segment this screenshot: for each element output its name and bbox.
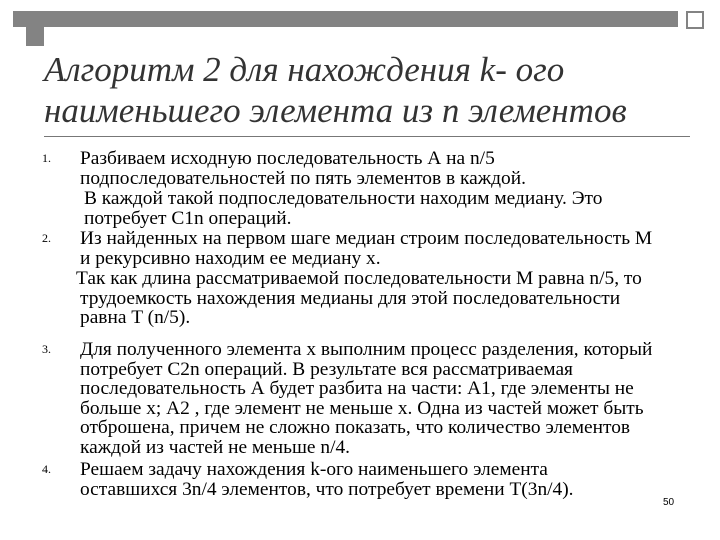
step-2-text: Из найденных на первом шаге медиан строим последовательность М и рекурсивно находим ее медиану x. bbox=[80, 228, 653, 269]
header-bar-tab bbox=[26, 27, 44, 46]
step-1-text: Разбиваем исходную последовательность А на n/5 подпоследовательностей по пять элементов в каждой. bbox=[80, 148, 526, 189]
step-1-continuation: В каждой такой подпоследовательности находим медиану. Это потребует C1n операций. bbox=[84, 188, 603, 229]
step-2-continuation: Так как длина рассматриваемой последовательности М равна n/5, то трудоемкость нахождения медианы для этой последовательности равна T (n/5). bbox=[76, 268, 642, 329]
header-bar bbox=[13, 11, 678, 27]
step-4-text: Решаем задачу нахождения k-ого наименьшего элемента оставшихся 3n/4 элементов, что потребует времени T(3n/4). bbox=[80, 459, 574, 500]
step-3-text: Для полученного элемента x выполним процесс разделения, который потребует C2n операций. В результате вся рассматриваемая последовательность А будет разбита на части: А1, где элементы не больше x; А2 , где элемент не меньше x. Одна из частей может быть отброшена, причем не сложно показать, что количество элементов каждой из частей не меньше n/4. bbox=[80, 339, 653, 458]
list-marker-3: 3. bbox=[42, 342, 51, 356]
slide-title bbox=[44, 49, 704, 131]
corner-square-decoration bbox=[686, 11, 704, 29]
title-divider bbox=[44, 136, 690, 137]
list-marker-2: 2. bbox=[42, 231, 51, 245]
page-number: 50 bbox=[663, 497, 675, 508]
list-marker-4: 4. bbox=[42, 462, 51, 476]
title-line-2: наименьшего элемента из n элементов bbox=[44, 91, 627, 130]
list-marker-1: 1. bbox=[42, 151, 51, 165]
title-line-1: Алгоритм 2 для нахождения k- ого bbox=[44, 50, 565, 89]
